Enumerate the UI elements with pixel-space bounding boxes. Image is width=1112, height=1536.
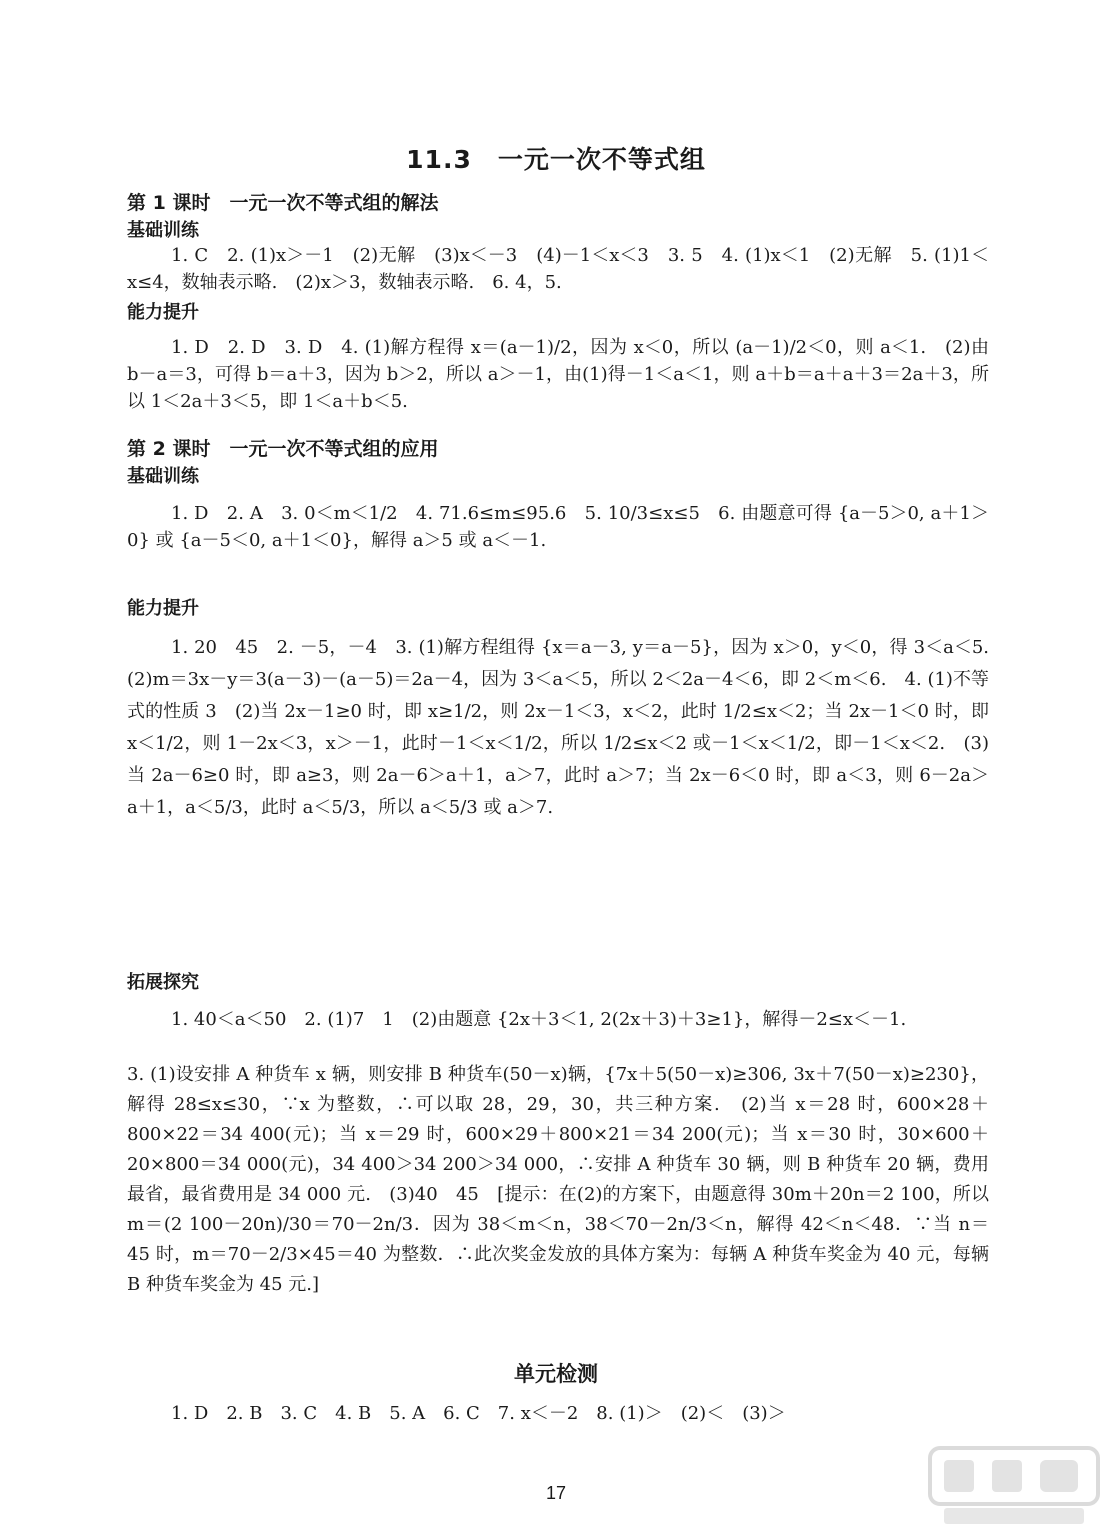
lesson2-title: 第 2 课时 一元一次不等式组的应用 (127, 438, 439, 460)
lesson2-ability-heading: 能力提升 (127, 598, 199, 619)
lesson1-title: 第 1 课时 一元一次不等式组的解法 (127, 192, 439, 214)
lesson2-basic-heading: 基础训练 (127, 466, 199, 487)
lesson1-ability-text: 1. D 2. D 3. D 4. (1)解方程得 x＝(a－1)/2，因为 x＜0，所以 (a－1)/2＜0，则 a＜1. (2)由 b－a＝3，可得 b＝a＋3，因为 b＞2，所以 a＞－1，由(1)得－1＜a＜1，则 a＋b＝a＋a＋3＝2a＋3，所以 1＜2a＋3＜5，即 1＜a＋b＜5. (127, 337, 989, 412)
lesson1-ability-heading: 能力提升 (127, 302, 199, 323)
lesson2-basic-text: 1. D 2. A 3. 0＜m＜1/2 4. 71.6≤m≤95.6 5. 10/3≤x≤5 6. 由题意可得 {a－5＞0, a＋1＞0} 或 {a－5＜0, a＋1＜0}，解得 a＞5 或 a＜－1. (127, 503, 989, 551)
page-number: 17 (545, 1483, 567, 1503)
lesson2-extend-heading: 拓展探究 (127, 972, 199, 993)
answer-stamp-icon (924, 1442, 1104, 1532)
lesson1-basic-heading: 基础训练 (127, 220, 199, 241)
unit-test-heading: 单元检测 (514, 1362, 598, 1386)
section-title: 11.3 一元一次不等式组 (406, 145, 706, 174)
lesson2-ability-text: 1. 20 45 2. －5，－4 3. (1)解方程组得 {x＝a－3, y＝a－5}，因为 x＞0，y＜0，得 3＜a＜5. (2)m＝3x－y＝3(a－3)－(a－5)＝2a－4，因为 3＜a＜5，所以 2＜2a－4＜6，即 2＜m＜6. 4. (1)不等式的性质 3 (2)当 2x－1≥0 时，即 x≥1/2，则 2x－1＜3，x＜2，此时 1/2≤x＜2；当 2x－1＜0 时，即 x＜1/2，则 1－2x＜3，x＞－1，此时－1＜x＜1/2，所以 1/2≤x＜2 或－1＜x＜1/2，即－1＜x＜2. (3)当 2a－6≥0 时，即 a≥3，则 2a－6＞a＋1，a＞7，此时 a＞7；当 2x－6＜0 时，即 a＜3，则 6－2a＞a＋1，a＜5/3，此时 a＜5/3，所以 a＜5/3 或 a＞7. (127, 637, 1007, 818)
lesson2-extend-text2: 3. (1)设安排 A 种货车 x 辆，则安排 B 种货车(50－x)辆，{7x＋5(50－x)≥306, 3x＋7(50－x)≥230}，解得 28≤x≤30，∵x 为整数，∴可以取 28，29，30，共三种方案. (2)当 x＝28 时，600×28＋800×22＝34 400(元)；当 x＝29 时，600×29＋800×21＝34 200(元)；当 x＝30 时，30×600＋20×800＝34 000(元)，34 400＞34 200＞34 000，∴安排 A 种货车 30 辆，则 B 种货车 20 辆，费用最省，最省费用是 34 000 元. (3)40 45 [提示：在(2)的方案下，由题意得 30m＋20n＝2 100，所以 m＝(2 100－20n)/30＝70－2n/3．因为 38＜m＜n，38＜70－2n/3＜n，解得 42＜n＜48．∵当 n＝45 时，m＝70－2/3×45＝40 为整数．∴此次奖金发放的具体方案为：每辆 A 种货车奖金为 40 元，每辆 B 种货车奖金为 45 元.] (127, 1064, 989, 1295)
lesson1-basic-text: 1. C 2. (1)x＞－1 (2)无解 (3)x＜－3 (4)－1＜x＜3 3. 5 4. (1)x＜1 (2)无解 5. (1)1＜x≤4，数轴表示略. (2)x＞3，数轴表示略. 6. 4，5. (127, 245, 989, 293)
unit-test-text: 1. D 2. B 3. C 4. B 5. A 6. C 7. x＜－2 8. (1)＞ (2)＜ (3)＞ (171, 1403, 786, 1424)
lesson2-extend-text1: 1. 40＜a＜50 2. (1)7 1 (2)由题意 {2x＋3＜1, 2(2x＋3)＋3≥1}，解得－2≤x＜－1. (171, 1009, 907, 1030)
